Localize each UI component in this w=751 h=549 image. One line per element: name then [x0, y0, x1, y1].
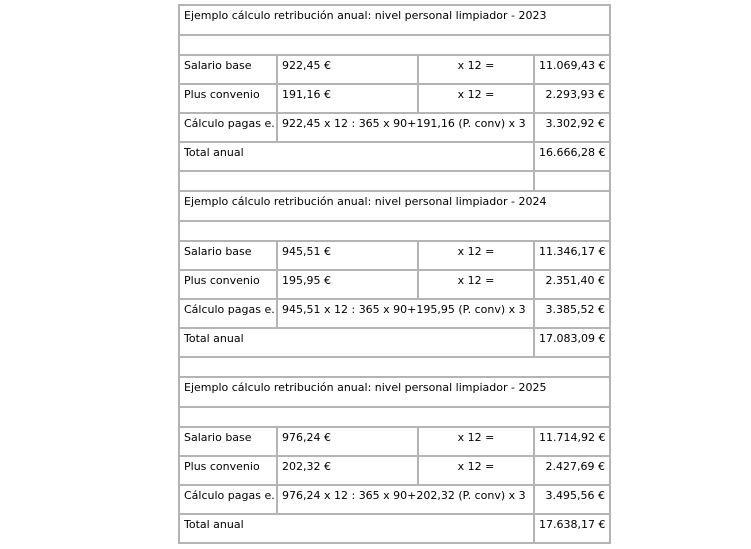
calc-result: 3.495,56 €: [534, 485, 610, 514]
row-multiplier: x 12 =: [418, 427, 534, 456]
total-label: Total anual: [179, 142, 534, 171]
row-result: 11.346,17 €: [534, 241, 610, 270]
block-title: Ejemplo cálculo retribución anual: nivel personal limpiador - 2024: [179, 191, 610, 221]
row-amount: 191,16 €: [277, 84, 418, 113]
row-multiplier: x 12 =: [418, 84, 534, 113]
row-result: 2.293,93 €: [534, 84, 610, 113]
row-label: Plus convenio: [179, 84, 277, 113]
row-multiplier: x 12 =: [418, 270, 534, 299]
row-amount: 202,32 €: [277, 456, 418, 485]
calc-row: [179, 113, 610, 142]
block-title: Ejemplo cálculo retribución anual: nivel personal limpiador - 2023: [179, 5, 610, 35]
table-row: [179, 270, 610, 299]
total-value: 16.666,28 €: [534, 142, 610, 171]
row-label: Salario base: [179, 55, 277, 84]
total-label: Total anual: [179, 328, 534, 357]
salary-calculation-table: [178, 4, 611, 544]
calc-formula: 922,45 x 12 : 365 x 90+191,16 (P. conv) x 3: [277, 113, 534, 142]
row-amount: 195,95 €: [277, 270, 418, 299]
row-result: 11.069,43 €: [534, 55, 610, 84]
calc-formula: 976,24 x 12 : 365 x 90+202,32 (P. conv) x 3: [277, 485, 534, 514]
calc-label: Cálculo pagas e.: [179, 299, 277, 328]
blank-row: [179, 407, 610, 427]
blank-row: [179, 221, 610, 241]
block-title-row: [179, 377, 610, 407]
block-title-row: [179, 5, 610, 35]
calc-result: 3.302,92 €: [534, 113, 610, 142]
block-title-row: [179, 191, 610, 221]
table-row: [179, 427, 610, 456]
total-value: 17.638,17 €: [534, 514, 610, 543]
spacer-row: [179, 357, 610, 377]
table-row: [179, 241, 610, 270]
row-multiplier: x 12 =: [418, 241, 534, 270]
calc-label: Cálculo pagas e.: [179, 485, 277, 514]
row-amount: 945,51 €: [277, 241, 418, 270]
table-row: [179, 55, 610, 84]
row-result: 11.714,92 €: [534, 427, 610, 456]
row-result: 2.427,69 €: [534, 456, 610, 485]
row-label: Salario base: [179, 241, 277, 270]
row-multiplier: x 12 =: [418, 55, 534, 84]
calc-result: 3.385,52 €: [534, 299, 610, 328]
row-amount: 922,45 €: [277, 55, 418, 84]
block-title: Ejemplo cálculo retribución anual: nivel personal limpiador - 2025: [179, 377, 610, 407]
row-multiplier: x 12 =: [418, 456, 534, 485]
row-result: 2.351,40 €: [534, 270, 610, 299]
total-row: [179, 142, 610, 171]
blank-row: [179, 35, 610, 55]
row-label: Salario base: [179, 427, 277, 456]
total-row: [179, 514, 610, 543]
table-row: [179, 456, 610, 485]
calc-formula: 945,51 x 12 : 365 x 90+195,95 (P. conv) x 3: [277, 299, 534, 328]
row-amount: 976,24 €: [277, 427, 418, 456]
total-row: [179, 328, 610, 357]
table-row: [179, 84, 610, 113]
calc-row: [179, 299, 610, 328]
row-label: Plus convenio: [179, 456, 277, 485]
total-label: Total anual: [179, 514, 534, 543]
total-value: 17.083,09 €: [534, 328, 610, 357]
spacer-row: [179, 171, 610, 191]
row-label: Plus convenio: [179, 270, 277, 299]
calc-label: Cálculo pagas e.: [179, 113, 277, 142]
calc-row: [179, 485, 610, 514]
